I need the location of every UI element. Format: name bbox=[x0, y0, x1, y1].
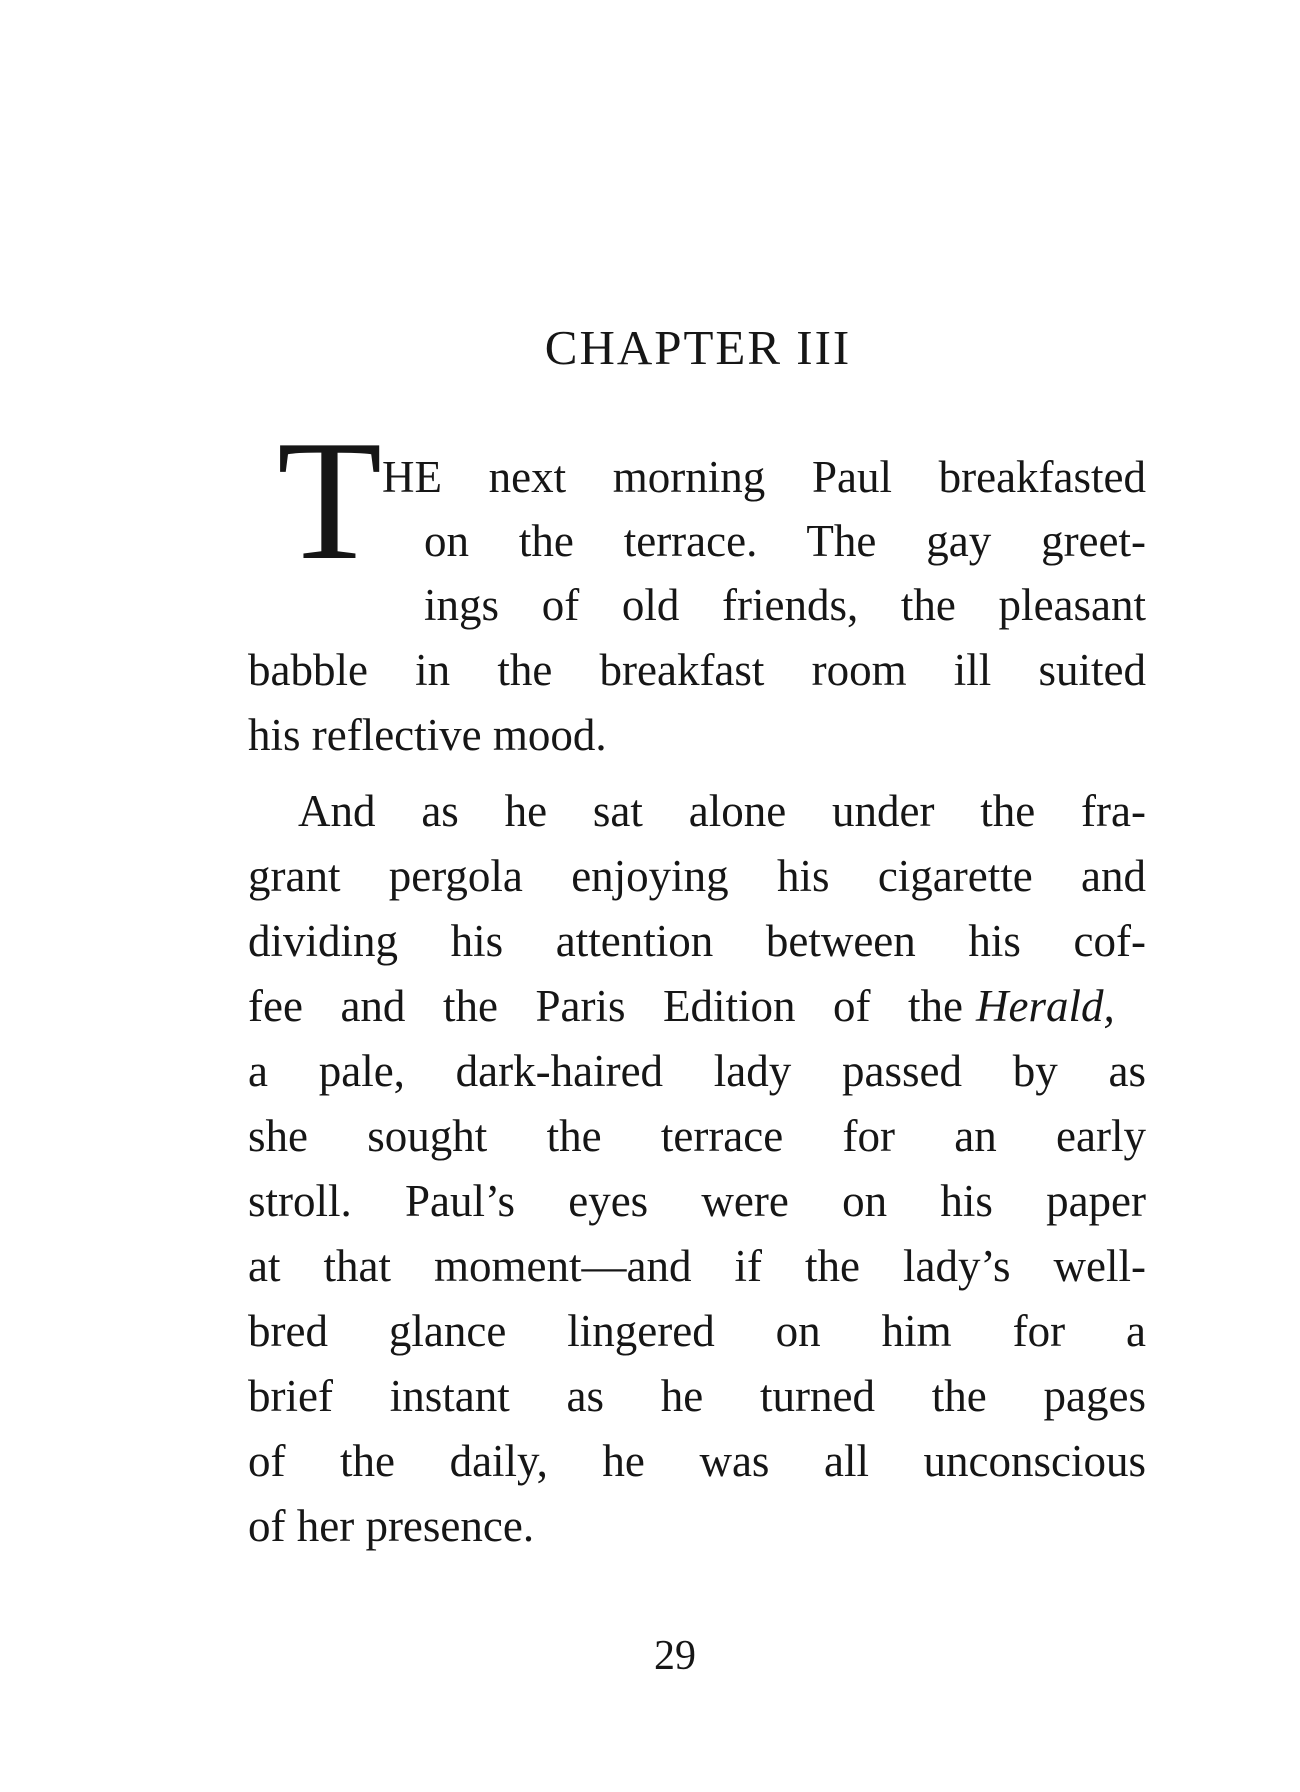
text-line-3: ings of old friends, the pleasant bbox=[424, 580, 1146, 630]
page-number: 29 bbox=[654, 1633, 696, 1679]
text-line-9-italic-title: Herald, bbox=[976, 981, 1115, 1031]
text-line-13: at that moment—and if the lady’s well- bbox=[248, 1241, 1146, 1291]
text-line-5: his reflective mood. bbox=[248, 710, 607, 760]
text-line-4: babble in the breakfast room ill suited bbox=[248, 645, 1146, 695]
chapter-heading: CHAPTER III bbox=[544, 320, 852, 375]
text-line-15: brief instant as he turned the pages bbox=[248, 1371, 1146, 1421]
text-line-2: on the terrace. The gay greet- bbox=[424, 516, 1146, 566]
text-line-14: bred glance lingered on him for a bbox=[248, 1306, 1146, 1356]
text-line-11: she sought the terrace for an early bbox=[248, 1111, 1146, 1161]
text-line-17: of her presence. bbox=[248, 1501, 535, 1551]
drop-cap-letter: T bbox=[277, 406, 383, 596]
text-line-10: a pale, dark-haired lady passed by as bbox=[248, 1046, 1146, 1096]
text-line-9: fee and the Paris Edition of the bbox=[248, 981, 963, 1031]
text-line-6: And as he sat alone under the fra- bbox=[298, 786, 1146, 836]
text-line-7: grant pergola enjoying his cigarette and bbox=[248, 851, 1146, 901]
text-line-16: of the daily, he was all unconscious bbox=[248, 1436, 1146, 1486]
text-line-1: HE next morning Paul breakfasted bbox=[382, 452, 1146, 502]
text-line-8: dividing his attention between his cof- bbox=[248, 916, 1146, 966]
text-line-12: stroll. Paul’s eyes were on his paper bbox=[248, 1176, 1146, 1226]
